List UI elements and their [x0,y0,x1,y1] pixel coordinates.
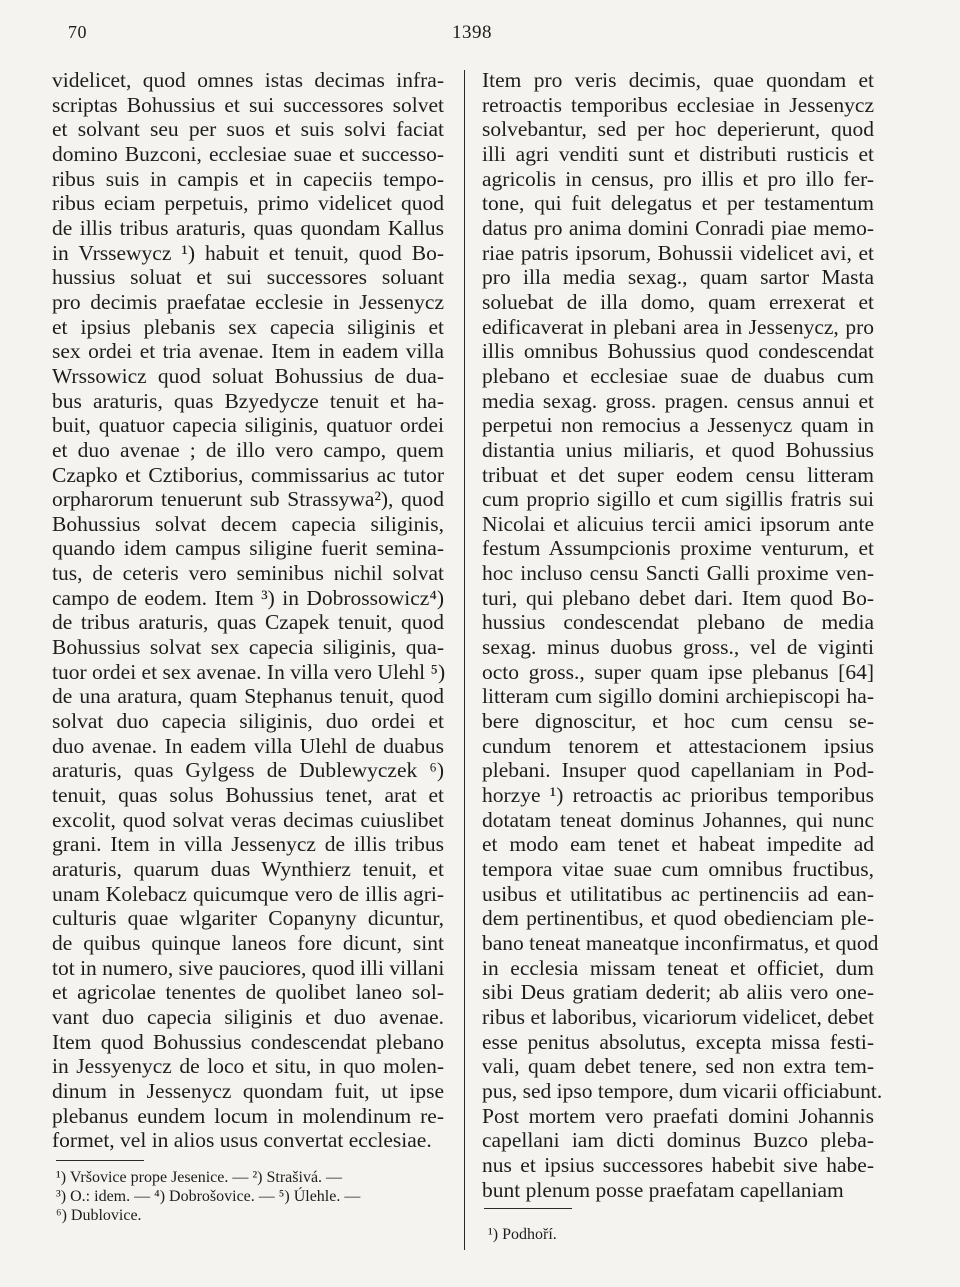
text-line: Bohussius solvat sex capecia siliginis, qua- [52,635,444,660]
text-line: vali, quam debet tenere, sed non extra tem- [482,1054,874,1079]
text-line: quando idem campus siligine fuerit semina- [52,536,444,561]
text-line: campo de eodem. Item ³) in Dobrossowicz⁴) [52,585,444,610]
text-line: et duo avenae ; de illo vero campo, quem [52,437,444,462]
text-line: sexag. minus duobus gross., vel de viginti [482,635,874,660]
text-line: scriptas Bohussius et sui successores solvet [52,92,444,117]
text-line: usibus et utilitatibus ac pertinenciis ad ean- [482,881,874,906]
text-line: bus araturis, quas Bzyedycze tenuit et ha- [52,388,444,413]
text-line: buit, quatuor capecia siliginis, quatuor ordei [52,413,444,438]
text-line: videlicet, quod omnes istas decimas infra- [52,68,444,92]
text-line: distantia unius miliaris, et quod Bohussius [482,437,874,462]
text-line: datus pro anima domini Conradi piae memo- [482,215,874,240]
text-line: dem pertinentibus, et quod obedienciam ple- [482,906,874,931]
text-line: hussius soluat et sui successores soluant [52,265,444,290]
text-line: plebano et ecclesiae suae de duabus cum [482,363,874,388]
text-line: ribus et laboribus, vicariorum videlicet, debet [482,1004,874,1029]
text-line: plebanus eundem locum in molendinum re- [52,1103,444,1128]
text-line: hussius condescendat plebano de media [482,610,874,635]
text-line: et solvant seu per suos et suis solvi faciat [52,117,444,142]
text-line: turi, qui plebano debet dari. Item quod Bo- [482,585,874,610]
text-line: bunt plenum posse praefatam capellaniam [482,1177,844,1202]
text-line: tuor ordei et sex avenae. In villa vero Ulehl ⁵) [52,659,446,684]
text-line: pro illa media sexag., quam sartor Masta [482,265,874,290]
text-line: unam Kolebacz quicumque vero de illis agri- [52,881,444,906]
text-line: de tribus araturis, quas Czapek tenuit, quod [52,610,444,635]
text-line: sibi Deus gratiam dederit; ab aliis vero one- [482,980,874,1005]
text-line: media sexag. gross. pragen. census annui et [482,388,874,413]
text-line: grani. Item in villa Jessenycz de illis tribus [52,832,444,857]
text-line: agricolis in census, pro illis et pro illo fer- [482,166,874,191]
text-line: Item pro veris decimis, quae quondam et [482,68,874,92]
text-line: ⁶) Dublovice. [56,1207,142,1224]
page-header-year: 1398 [452,22,492,43]
text-line: tribuat et det super eodem censu litteram [482,462,874,487]
text-line: retroactis temporibus ecclesiae in Jessenycz [482,92,874,117]
text-line: Bohussius solvat decem capecia siliginis, [52,511,444,536]
text-line: ribus suis in campis et in capeciis tempo- [52,166,444,191]
text-line: domino Buzconi, ecclesiae suae et successo- [52,141,444,166]
text-line: dinum in Jessenycz quondam fuit, ut ipse [52,1078,444,1103]
text-line: octo gross., super quam ipse plebanus [64] [482,659,874,684]
text-line: Post mortem vero praefati domini Johannis [482,1103,874,1128]
text-line: et modo eam tenet et habeat impedite ad [482,832,874,857]
text-line: ribus eciam perpetuis, primo videlicet quod [52,191,444,216]
text-line: in Jessyenycz de loco et situ, in quo molen- [52,1054,444,1079]
text-line: cum proprio sigillo et cum sigillis fratris sui [482,487,874,512]
text-line: tone, qui fuit delegatus et per testamentum [482,191,874,216]
text-line: dotatam teneat dominus Johannes, qui nunc [482,807,874,832]
column-divider [464,70,465,1250]
text-line: esse penitus absolutus, excepta missa festi- [482,1029,874,1054]
text-line: edificaverat in plebani area in Jessenycz, pro [482,314,874,339]
footnote-rule-right [484,1208,572,1209]
text-line: Item quod Bohussius condescendat plebano [52,1029,444,1054]
page-number: 70 [68,22,87,42]
text-line: ³) O.: idem. — ⁴) Dobrošovice. — ⁵) Úlehle. — [56,1188,361,1205]
text-line: tempora vitae suae cum omnibus fructibus, [482,857,874,881]
text-line: Nicolai et alicuius tercii amici ipsorum ante [482,511,874,536]
text-line: tot in numero, sive pauciores, quod illi villani [52,955,445,980]
text-line: hoc incluso censu Sancti Galli proxime ven- [482,561,874,586]
text-line: de illis tribus araturis, quas quondam Kallus [52,215,444,240]
text-line: litteram cum sigillo domini archiepiscopi ha- [482,684,874,709]
footnote-rule-left [56,1160,144,1161]
text-line: sex ordei et tria avenae. Item in eadem villa [52,339,444,364]
text-line: orpharorum tenuerunt sub Strassywa²), quod [52,487,444,512]
text-line: pro decimis praefatae ecclesie in Jessenycz [52,289,444,314]
text-line: araturis, quas Gylgess de Dublewyczek ⁶) [52,758,444,783]
text-line: Wrssowicz quod soluat Bohussius de dua- [52,363,444,388]
text-line: cundum tenorem et attestacionem ipsius [482,733,874,758]
text-line: culturis quae wlgariter Copanyny dicuntur, [52,906,444,931]
text-line: formet, vel in alios usus convertat ecclesiae. [52,1128,432,1153]
text-line: soluebat de illa domo, quam errexerat et [482,289,874,314]
text-line: ¹) Podhoří. [488,1226,557,1243]
text-line: solvat duo capecia siliginis, duo ordei et [52,709,444,734]
footnotes-right [488,1225,848,1244]
text-line: araturis, quarum duas Wynthierz tenuit, et [52,857,444,881]
text-line: in ecclesia missam teneat et officiet, dum [482,955,874,980]
text-line: solvebantur, sed per hoc deperierunt, quod [482,117,874,142]
text-line: illis omnibus Bohussius quod condescendat [482,339,874,364]
text-line: et agricolae tenentes de quolibet laneo sol- [52,980,444,1005]
text-line: de una aratura, quam Stephanus tenuit, quod [52,684,444,709]
footnotes-left [56,1168,436,1225]
text-line: ¹) Vršovice prope Jesenice. — ²) Strašivá. — [56,1169,343,1186]
text-line: bere dignoscitur, et hoc cum censu se- [482,709,874,734]
text-line: vant duo capecia siliginis et duo avenae. [52,1004,444,1029]
text-line: excolit, quod solvat veras decimas cuiuslibet [52,807,444,832]
text-line: et ipsius plebanis sex capecia siliginis et [52,314,444,339]
text-line: riae patris ipsorum, Bohussii videlicet avi, et [482,240,874,265]
text-line: duo avenae. In eadem villa Ulehl de duabus [52,733,444,758]
text-line: tenuit, quas solus Bohussius tenet, arat et [52,783,444,808]
text-line: illi agri venditi sunt et distributi rusticis et [482,141,874,166]
text-line: plebani. Insuper quod capellaniam in Pod- [482,758,874,783]
text-line: de quibus quinque laneos fore dicunt, sint [52,930,444,955]
text-line: capellani iam dicti dominus Buzco pleba- [482,1128,874,1153]
right-text-column [482,68,883,1202]
text-line: horzye ¹) retroactis ac prioribus temporibus [482,783,874,808]
text-line: nus et ipsius successores habebit sive habe- [482,1152,874,1177]
text-line: in Vrssewycz ¹) habuit et tenuit, quod Bo- [52,240,444,265]
text-line: pus, sed ipso tempore, dum vicarii officiabunt. [482,1078,883,1103]
text-line: perpetui non remocius a Jessenycz quam in [482,413,874,438]
text-line: tus, de ceteris vero seminibus nichil solvat [52,561,444,586]
text-line: Czapko et Cztiborius, commissarius ac tutor [52,462,444,487]
text-line: bano teneat maneatque inconfirmatus, et quod [482,930,879,955]
left-text-column [52,68,444,1153]
text-line: festum Assumpcionis proxime venturum, et [482,536,874,561]
